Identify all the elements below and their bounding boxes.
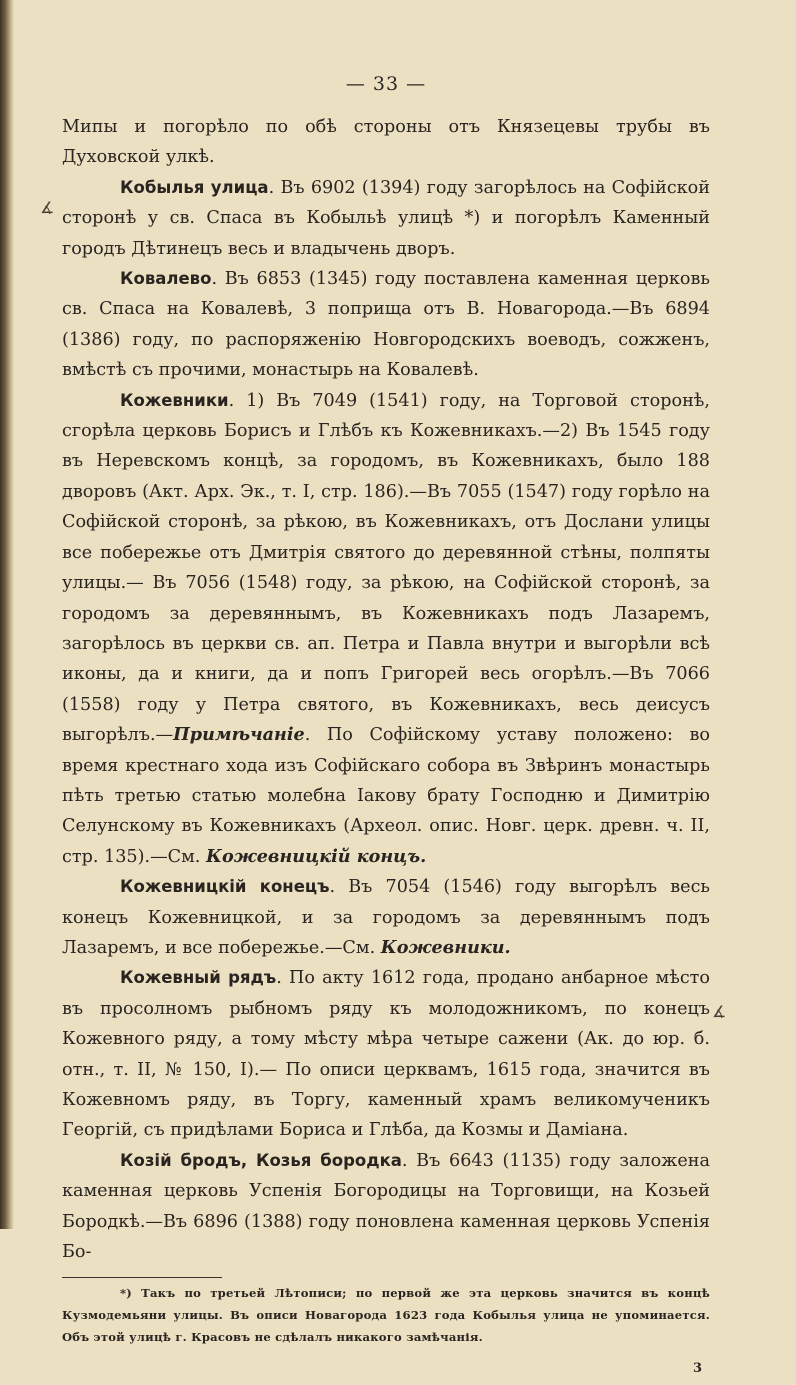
entry-text: . Въ 6853 (1345) году поставлена каменная церковь св. Спаса на Ковалевѣ, 3 поприща отъ В. Новагорода.—Въ 6894 (1386) году, по распоряженію Новгородскихъ воеводъ, сожженъ, вмѣстѣ съ прочими, монастырь на Ковалевѣ. <box>62 269 710 381</box>
entry-heading: Кобылья улица <box>120 177 269 197</box>
entry-koziy-brod <box>62 1146 710 1268</box>
entry-text: . 1) Въ 7049 (1541) году, на Торговой сторонѣ, сгорѣла церковь Борисъ и Глѣбъ къ Кожевникахъ.—2) Въ 1545 году въ Неревскомъ концѣ, за городомъ, въ Кожевникахъ, было 188 дворовъ (Акт. Арх. Эк., т. I, стр. 186).—Въ 7055 (1547) году горѣло на Софійской сторонѣ, за рѣкою, въ Кожевникахъ, отъ Дослани улицы все побережье отъ Дмитрія святого до деревянной стѣны, полпяты улицы.— Въ 7056 (1548) году, за рѣкою, на Софійской сторонѣ, за городомъ за деревяннымъ, въ Кожевникахъ подъ Лазаремъ, загорѣлось въ церкви св. ап. Петра и Павла внутри и выгорѣли всѣ иконы, да и книги, да и попъ Григорей весь огорѣлъ.—Въ 7066 (1558) году у Петра святого, въ Кожевникахъ, весь деисусъ выгорѣлъ.— <box>62 390 710 746</box>
page-binding-edge <box>0 0 14 1229</box>
paragraph-continuation <box>62 112 710 173</box>
entry-text: . По акту 1612 года, продано анбарное мѣсто въ просолномъ рыбномъ ряду къ молодожникомъ, по конецъ Кожевного ряду, а тому мѣсту мѣра четыре сажени (Ак. до юр. б. отн., т. II, № 150, I).— По описи церквамъ, 1615 года, значится въ Кожевномъ ряду, въ Торгу, каменный храмъ великомученикъ Георгій, съ придѣлами Бориса и Глѣба, да Козмы и Даміана. <box>62 968 710 1141</box>
entry-text: . Въ 6643 (1135) году заложена каменная церковь Успенія Богородицы на Торговищи, на Козьей Бородкѣ.—Въ 6896 (1388) году поновлена каменная церковь Успенія Бо- <box>62 1150 710 1263</box>
entry-text: . Въ 7054 (1546) году выгорѣлъ весь конецъ Кожевницкой, и за городомъ за деревяннымъ подъ Лазаремъ, и все побережье.—См. <box>62 877 710 958</box>
note-label: Примѣчаніе <box>173 724 305 746</box>
footnote: *) Такъ по третьей Лѣтописи; по первой же эта церковь значится въ концѣ Кузмодемьяни улицы. Въ описи Новагорода 1623 года Кобылья улица не упоминается. Объ этой улицѣ г. Красовъ не сдѣлалъ никакого замѣчанія. <box>62 1286 710 1345</box>
entry-text: . Въ 6902 (1394) году загорѣлось на Софійской сторонѣ у св. Спаса въ Кобыльѣ улицѣ *) и погорѣлъ Каменный городъ Дѣтинецъ весь и владычень дворъ. <box>62 177 711 259</box>
entry-heading: Кожевницкій конецъ <box>120 877 330 897</box>
entry-heading: Кожевный рядъ <box>120 968 277 988</box>
entry-kovalevo <box>62 264 710 386</box>
page-content <box>62 70 710 1385</box>
cross-reference: Кожевницкій концъ. <box>206 845 427 867</box>
margin-mark-left: ∡ <box>40 198 55 217</box>
entry-kozhevnitsky-konets <box>62 872 710 963</box>
footnote-divider <box>62 1277 222 1278</box>
entry-kobylya-ulitsa <box>62 173 710 264</box>
entry-heading: Кожевники <box>120 390 229 410</box>
entry-heading: Ковалево <box>120 269 212 289</box>
entry-kozhevniki <box>62 386 710 873</box>
cross-reference: Кожевники. <box>380 936 511 958</box>
entry-kozhevny-ryad <box>62 963 710 1145</box>
note-text: . По Софійскому уставу положено: во время крестнаго хода изъ Софійскаго собора въ Звѣринъ монастырь пѣть третью статью молебна Іакову брату Господню и Димитрію Селунскому въ Кожевникахъ (Археол. опис. Новг. церк. древн. ч. II, стр. 135).—См. <box>62 725 710 867</box>
entry-heading: Козій бродъ, Козья бородка <box>120 1150 402 1170</box>
paragraph-text: Мипы и погорѣло по обѣ стороны отъ Князецевы трубы въ Духовской улкѣ. <box>62 117 710 168</box>
sheet-signature: 3 <box>692 1361 702 1377</box>
page-number: — 33 — <box>345 73 427 95</box>
margin-mark-right: ∡ <box>712 1002 727 1021</box>
